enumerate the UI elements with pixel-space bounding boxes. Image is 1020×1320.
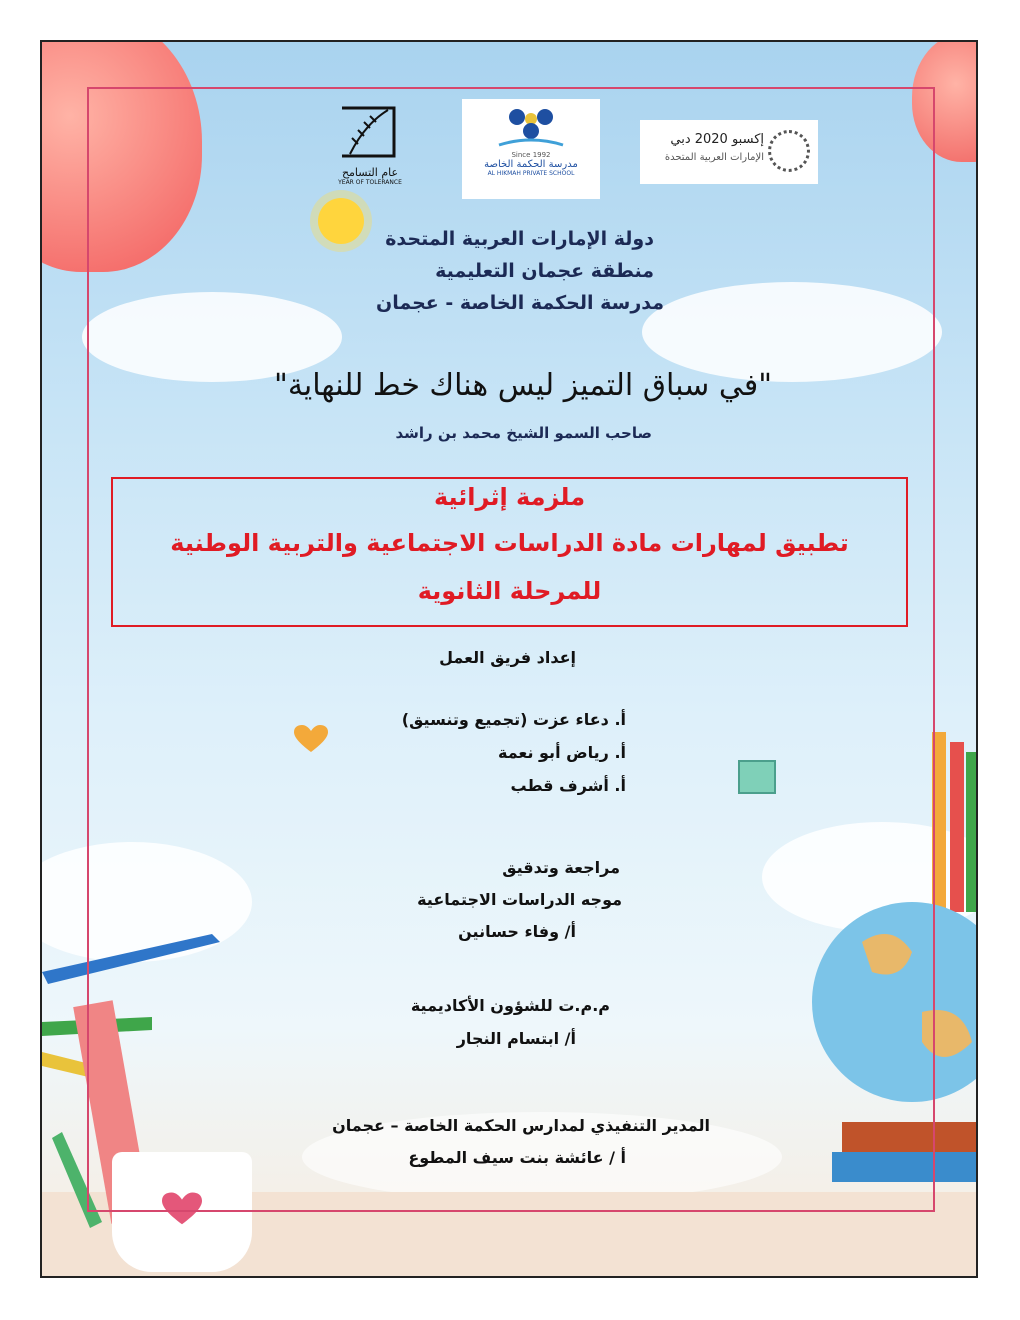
page-frame <box>40 40 978 1278</box>
school-name-line: مدرسة الحكمة الخاصة - عجمان <box>376 292 664 314</box>
tolerance-arabic-text: عام التسامح <box>341 166 399 179</box>
academic-name: أ/ ابتسام النجار <box>456 1029 576 1048</box>
director-role: المدير التنفيذي لمدارس الحكمة الخاصة – عجمان <box>332 1116 710 1135</box>
booklet-stage: للمرحلة الثانوية <box>417 577 602 605</box>
booklet-subtitle: تطبيق لمهارات مادة الدراسات الاجتماعية والتربية الوطنية <box>170 529 849 557</box>
country-line: دولة الإمارات العربية المتحدة <box>385 228 654 250</box>
review-role: موجه الدراسات الاجتماعية <box>417 890 622 909</box>
review-heading: مراجعة وتدقيق <box>502 858 620 877</box>
expo-2020-logo <box>640 120 818 184</box>
team-heading: إعداد فريق العمل <box>439 648 576 667</box>
quote-text: "في سباق التميز ليس هناك خط للنهاية" <box>274 368 772 403</box>
review-name: أ/ وفاء حسانين <box>458 922 576 941</box>
team-member: أ. دعاء عزت (تجميع وتنسيق) <box>401 710 626 729</box>
quote-author: صاحب السمو الشيخ محمد بن راشد <box>395 424 652 442</box>
school-since-text: Since 1992 <box>511 151 551 159</box>
title-box <box>111 477 908 627</box>
academic-role: م.م.ت للشؤون الأكاديمية <box>410 996 610 1015</box>
expo-country-text: الإمارات العربية المتحدة <box>664 152 764 163</box>
school-arabic-name: مدرسة الحكمة الخاصة <box>484 159 578 170</box>
expo-emblem-icon <box>768 130 810 172</box>
expo-title-text: إكسبو 2020 دبي <box>670 132 764 147</box>
booklet-title: ملزمة إثرائية <box>433 483 586 511</box>
director-name: أ / عائشة بنت سيف المطوع <box>408 1148 626 1167</box>
tolerance-english-text: YEAR OF TOLERANCE <box>338 179 402 186</box>
team-member: أ. رياض أبو نعمة <box>497 743 626 762</box>
school-logo <box>462 99 600 199</box>
education-zone-line: منطقة عجمان التعليمية <box>435 260 654 282</box>
year-of-tolerance-logo <box>320 104 420 202</box>
team-member: أ. أشرف قطب <box>510 776 626 795</box>
school-english-name: AL HIKMAH PRIVATE SCHOOL <box>487 170 575 177</box>
